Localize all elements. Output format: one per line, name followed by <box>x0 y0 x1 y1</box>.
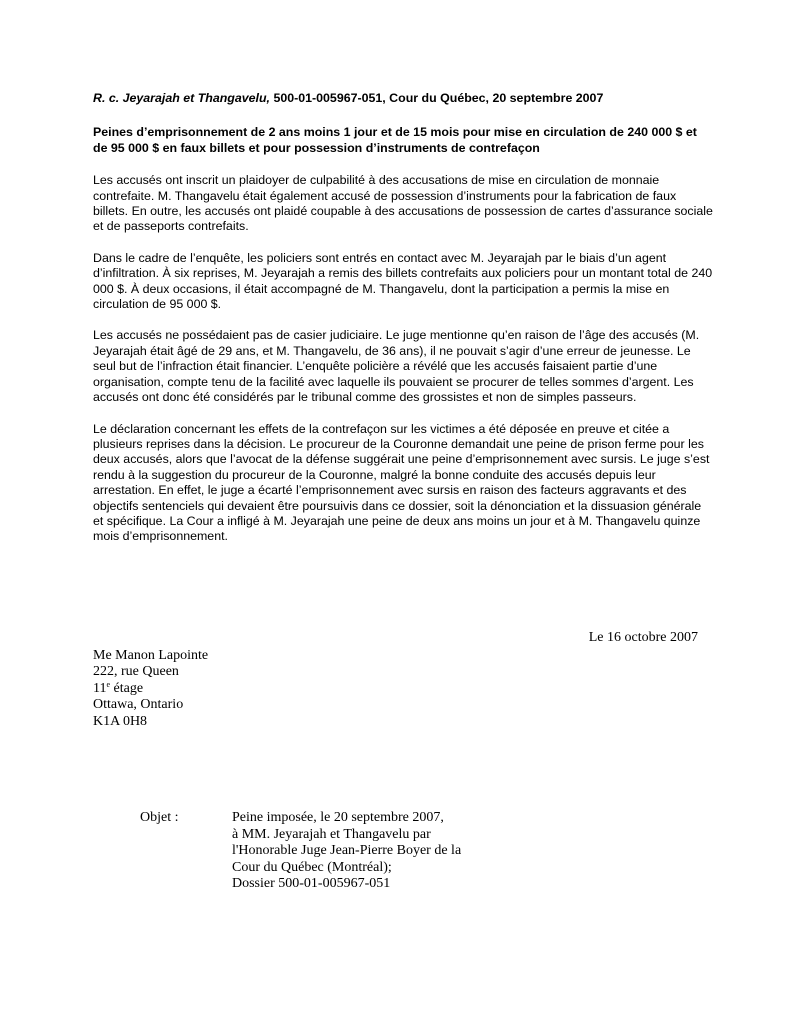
address-street: 222, rue Queen <box>93 664 179 680</box>
summary-paragraph-4: Le déclaration concernant les effets de la contrefaçon sur les victimes a été déposée en preuve et citée a plusieurs reprises dans la décision. Le procureur de la Couronne demandait une peine de prison ferme pour les deux accusés, alors que l’avocat de la défense suggérait une peine d’emprisonnement avec sursis. Le juge s’est rendu à la suggestion du procureur de la Couronne, malgré la bonne conduite des accusés depuis leur arrestation. En effet, le juge a écarté l’emprisonnement avec sursis en raison des facteurs aggravants et des objectifs sentenciels qui devaient être poursuivis dans ce dossier, soit la dénonciation et la dissuasion générale et spécifique. La Cour a infligé à M. Jeyarajah une peine de deux ans moins un jour et à M. Thangavelu quinze mois d’emprisonnement. <box>93 421 710 544</box>
address-city: Ottawa, Ontario <box>93 697 184 713</box>
subject-block <box>140 810 461 893</box>
recipient-address <box>93 648 703 731</box>
floor-number: 11 <box>93 680 107 696</box>
subject-label: Objet : <box>140 810 179 825</box>
case-summary <box>93 91 713 561</box>
summary-paragraph-2: Dans le cadre de l’enquête, les policiers sont entrés en contact avec M. Jeyarajah par le biais d’un agent d’infiltration. À six reprises, M. Jeyarajah a remis des billets contrefaits aux policiers pour un montant total de 240 000 $. À deux occasions, il était accompagné de M. Thangavelu, dont la participation a permis la mise en circulation de 95 000 $. <box>93 250 713 312</box>
floor-word: étage <box>110 680 144 696</box>
subject-line-2: à MM. Jeyarajah et Thangavelu par <box>232 826 431 842</box>
recipient-name: Me Manon Lapointe <box>93 647 209 663</box>
subject-line-1: Peine imposée, le 20 septembre 2007, <box>232 810 444 825</box>
letter <box>93 630 703 731</box>
summary-paragraph-3: Les accusés ne possédaient pas de casier judiciaire. Le juge mentionne qu’en raison de l’âge des accusés (M. Jeyarajah était âgé de 29 ans, et M. Thangavelu, de 36 ans), il ne pouvait s’agir d’une erreur de jeunesse. Le seul but de l’infraction était financier. L’enquête policière a révélé que les accusés faisaient partie d’une organisation, compte tenu de la facilité avec laquelle ils pouvaient se procurer de telles sommes d’argent. Les accusés ont donc été considérés par le tribunal comme des grossistes et non de simples passeurs. <box>93 328 700 405</box>
summary-headline: Peines d’emprisonnement de 2 ans moins 1 jour et de 15 mois pour mise en circulation de 240 000 $ et de 95 000 $ en faux billets et pour possession d’instruments de contrefaçon <box>93 125 697 155</box>
case-name: R. c. Jeyarajah et Thangavelu, <box>93 91 270 105</box>
case-citation-details: 500-01-005967-051, Cour du Québec, 20 septembre 2007 <box>273 91 604 105</box>
case-citation <box>93 91 713 106</box>
subject-line-4: Cour du Québec (Montréal); <box>232 859 392 875</box>
floor-superscript: e <box>106 679 111 689</box>
subject-text <box>232 810 461 893</box>
summary-paragraph-1: Les accusés ont inscrit un plaidoyer de culpabilité à des accusations de mise en circulation de monnaie contrefaite. M. Thangavelu était également accusé de possession d’instruments pour la fabrication de faux billets. En outre, les accusés ont plaidé coupable à des accusations de possession de cartes d’assurance sociale et de passeports contrefaits. <box>93 173 713 234</box>
subject-line-5: Dossier 500-01-005967-051 <box>232 876 391 892</box>
letter-date: Le 16 octobre 2007 <box>588 630 698 645</box>
address-floor <box>93 681 703 698</box>
address-postal-code: K1A 0H8 <box>93 713 148 729</box>
subject-line-3: l'Honorable Juge Jean-Pierre Boyer de la <box>232 843 462 859</box>
